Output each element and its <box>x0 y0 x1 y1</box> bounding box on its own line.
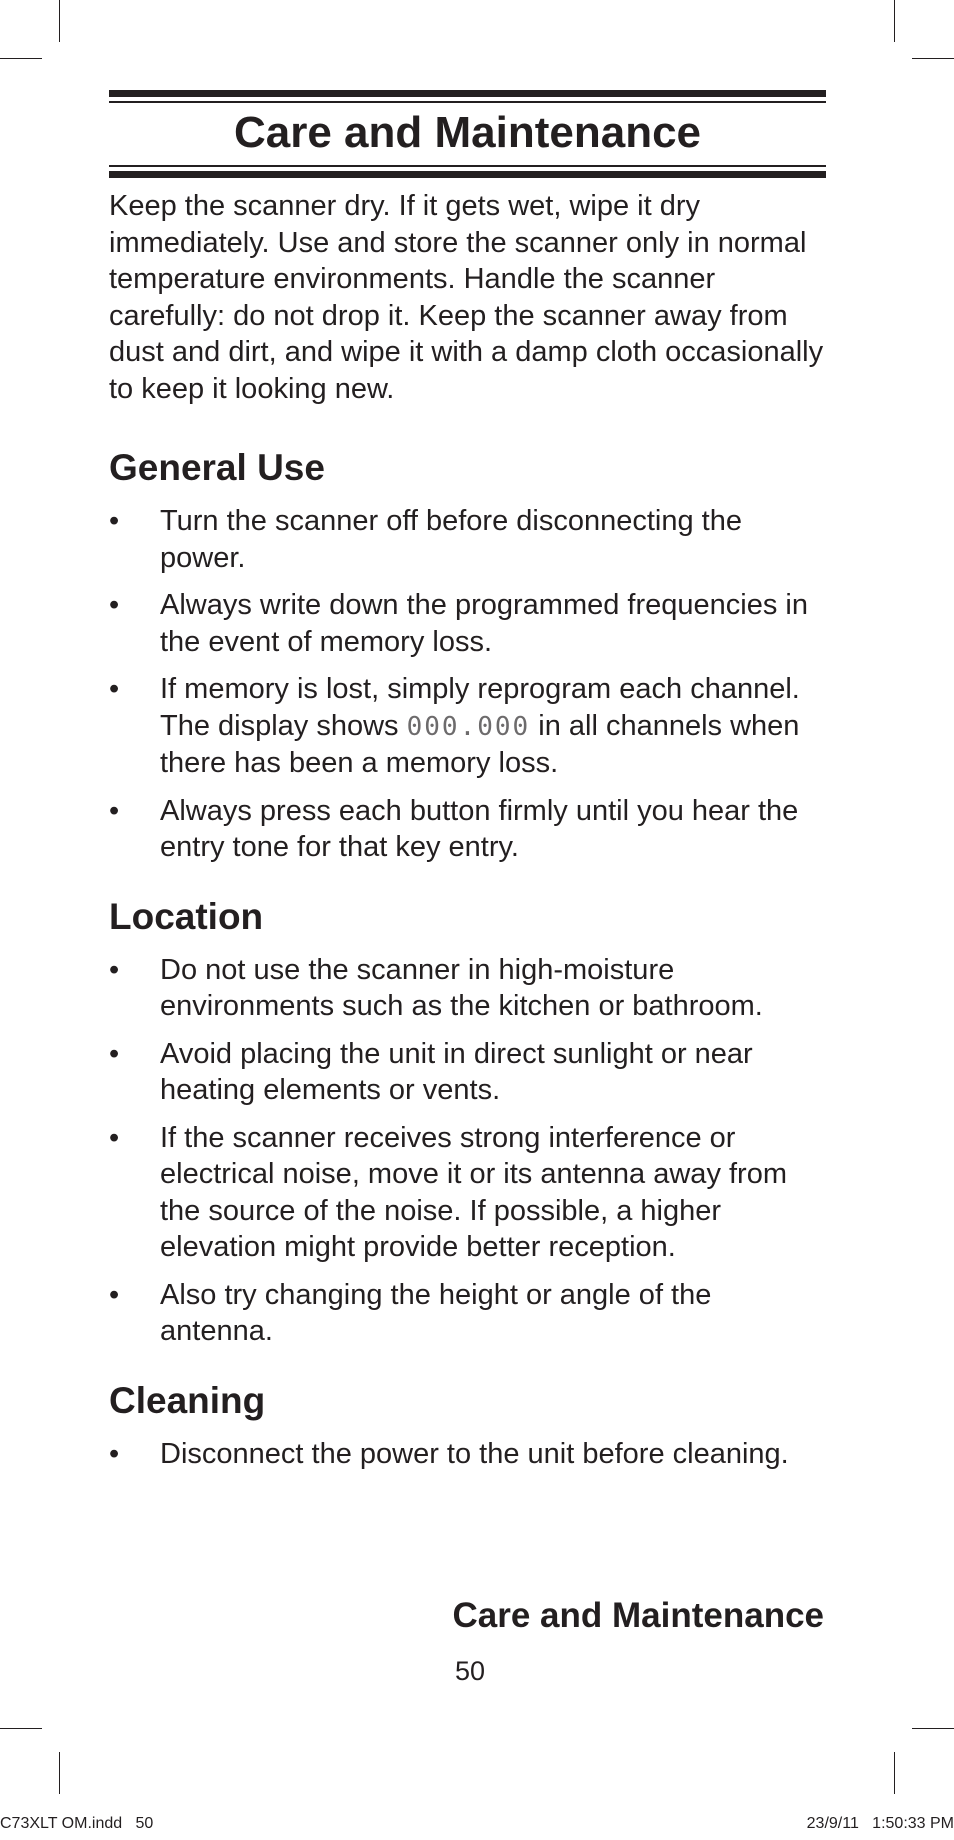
title-rule-bottom-thin <box>109 165 826 167</box>
bullet: • <box>109 794 120 827</box>
section-heading-cleaning: Cleaning <box>109 1379 266 1421</box>
list-item <box>109 503 826 576</box>
list-item-text: Also try changing the height or angle of the antenna. <box>160 1278 712 1347</box>
title-rule-top <box>109 90 826 97</box>
list-item <box>109 793 826 866</box>
crop-mark <box>912 1728 954 1729</box>
bullet: • <box>109 1437 120 1470</box>
manual-page <box>109 90 826 1483</box>
list-item <box>109 671 826 782</box>
list-item <box>109 1277 826 1350</box>
general-use-list <box>109 503 826 866</box>
list-item-text: Always press each button firmly until you hear the entry tone for that key entry. <box>160 794 799 863</box>
list-item-text: Do not use the scanner in high-moisture environments such as the kitchen or bathroom. <box>160 953 763 1022</box>
list-item <box>109 587 826 660</box>
page-title: Care and Maintenance <box>233 108 702 157</box>
list-item <box>109 1120 826 1266</box>
intro-paragraph: Keep the scanner dry. If it gets wet, wipe it dry immediately. Use and store the scanner only in normal temperature environments. Handle the scanner carefully: do not drop it. Keep the scanner away from dust and dirt, and wipe it with a damp cloth occasionally to keep it looking new. <box>109 190 824 405</box>
bullet: • <box>109 1037 120 1070</box>
list-item <box>109 1436 826 1473</box>
lcd-display-value: 000.000 <box>406 711 531 742</box>
section-heading-location: Location <box>109 895 264 937</box>
list-item-text: Avoid placing the unit in direct sunlight or near heating elements or vents. <box>160 1037 753 1106</box>
list-item-text: If memory is lost, simply reprogram each channel. The display shows <box>160 673 800 742</box>
bullet: • <box>109 589 120 621</box>
bullet: • <box>109 505 120 537</box>
bullet: • <box>109 953 120 986</box>
bullet: • <box>109 1278 120 1311</box>
list-item-text: Turn the scanner off before disconnecting the power. <box>160 505 742 574</box>
crop-mark <box>59 0 60 42</box>
crop-mark <box>894 0 895 42</box>
bullet: • <box>109 1121 120 1154</box>
title-rule-bottom <box>109 171 826 178</box>
crop-mark <box>59 1752 60 1794</box>
section-heading-general-use: General Use <box>109 447 325 488</box>
list-item-text: If the scanner receives strong interference or electrical noise, move it or its antenna away from the source of the noise. If possible, a higher elevation might provide better reception. <box>160 1121 787 1263</box>
list-item-text: Always write down the programmed frequencies in the event of memory loss. <box>160 589 808 658</box>
crop-mark <box>912 58 954 59</box>
page-number: 50 <box>454 1656 486 1686</box>
list-item-text: Disconnect the power to the unit before cleaning. <box>160 1437 789 1470</box>
crop-mark <box>894 1752 895 1794</box>
location-list <box>109 952 826 1350</box>
title-rule-top-thin <box>109 101 826 103</box>
crop-mark <box>0 1728 42 1729</box>
crop-mark <box>0 58 42 59</box>
print-slug-right: 23/9/11 1:50:33 PM <box>806 1815 954 1832</box>
list-item <box>109 952 826 1025</box>
bullet: • <box>109 673 120 705</box>
list-item-text: in all channels when there has been a memory loss. <box>160 709 800 779</box>
running-footer-title: Care and Maintenance <box>452 1596 824 1635</box>
print-slug-left: C73XLT OM.indd 50 <box>0 1815 154 1832</box>
cleaning-list <box>109 1436 826 1473</box>
list-item <box>109 1036 826 1109</box>
